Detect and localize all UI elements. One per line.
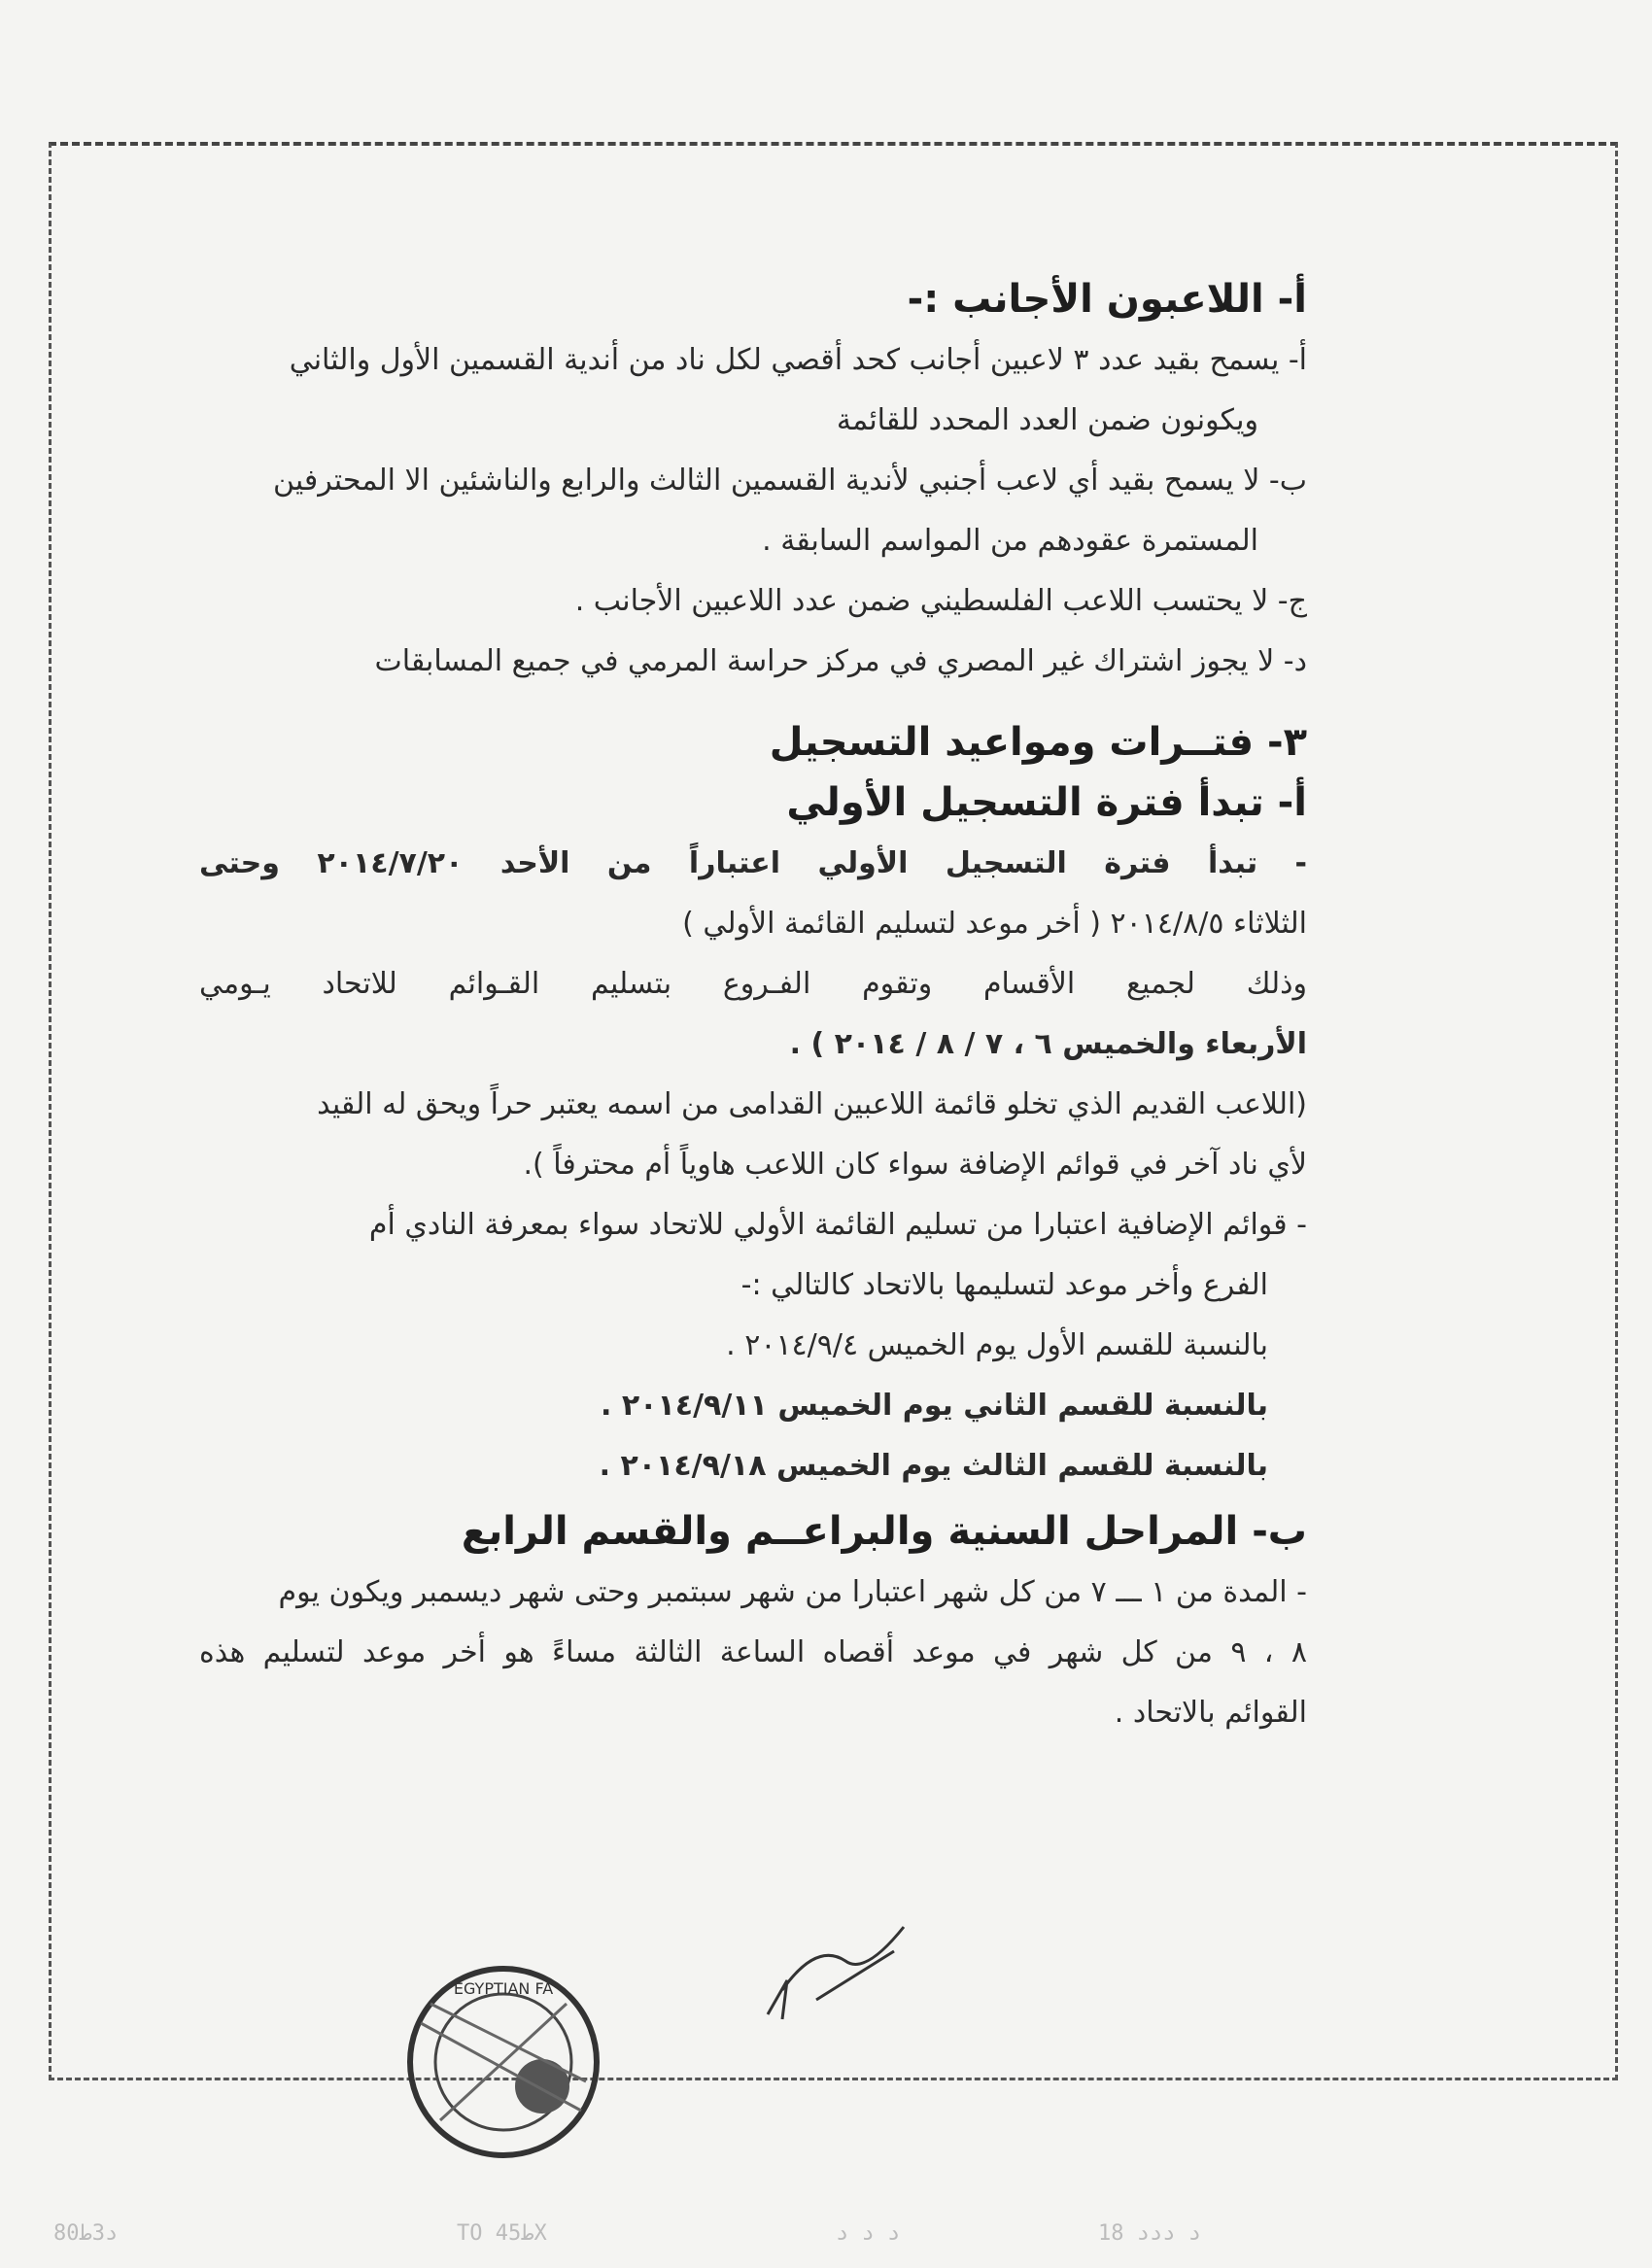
a-line-3: ﻭﺫﻟﻚ ﻟﺠﻤﻴﻊ ﺍﻷﻗﺴﺎﻡ ﻭﺗﻘﻮﻡ ﺍﻟﻔـﺮﻭﻉ ﺑﺘﺴﻠﻴﻢ ﺍﻟﻘـﻮﺍﺋﻢ ﻟﻼﺗﺤﺎﺩ ﻳـﻮﻣﻲ <box>199 967 1307 1001</box>
sub-a-title: ﺃ- ﺗﺒﺪﺃ ﻓﺘﺮﺓ ﺍﻟﺘﺴﺠﻴﻞ ﺍﻷﻭﻟﻲ <box>786 780 1307 825</box>
a-line-8: ﺍﻟﻔﺮﻉ ﻭﺃﺧﺮ ﻣﻮﻋﺪ ﻟﺘﺴﻠﻴﻤﻬﺎ ﺑﺎﻻﺗﺤﺎﺩ ﻛﺎﻟﺘﺎﻟﻲ :- <box>740 1268 1268 1302</box>
a-line-5: (ﺍﻟﻼﻋﺐ ﺍﻟﻘﺪﻳﻢ ﺍﻟﺬﻱ ﺗﺨﻠﻮ ﻗﺎﺋﻤﺔ ﺍﻟﻼﻋﺒﻴﻦ ﺍﻟﻘﺪﺍﻣﻰ ﻣﻦ ﺍﺳﻤﻪ ﻳﻌﺘﺒﺮ ﺣﺮﺍً ﻭﻳﺤﻖ ﻟﻪ ﺍﻟﻘﻴﺪ <box>317 1087 1307 1121</box>
a-line-7: - ﻗﻮﺍﺋﻢ ﺍﻹﺿﺎﻓﻴﺔ ﺍﻋﺘﺒﺎﺭﺍ ﻣﻦ ﺗﺴﻠﻴﻢ ﺍﻟﻘﺎﺋﻤﺔ ﺍﻷﻭﻟﻲ ﻟﻼﺗﺤﺎﺩ ﺳﻮﺍﺀ ﺑﻤﻌﺮﻓﺔ ﺍﻟﻨﺎﺩﻱ ﺃﻡ <box>368 1208 1307 1242</box>
a-date-2: ﺑﺎﻟﻨﺴﺒﺔ ﻟﻠﻘﺴﻢ ﺍﻟﺜﺎﻧﻲ ﻳﻮﻡ ﺍﻟﺨﻤﻴﺲ ٢٠١٤/٩/١١ . <box>601 1389 1268 1423</box>
foreign-item-4: ﺩ- ﻻ ﻳﺠﻮﺯ ﺍﺷﺘﺮﺍﻙ ﻏﻴﺮ ﺍﻟﻤﺼﺮﻱ ﻓﻲ ﻣﺮﻛﺰ ﺣﺮﺍﺳﺔ ﺍﻟﻤﺮﻣﻲ ﻓﻲ ﺟﻤﻴﻊ ﺍﻟﻤﺴﺎﺑﻘﺎﺕ <box>374 644 1307 678</box>
sub-b-title: ﺏ- ﺍﻟﻤﺮﺍﺣﻞ ﺍﻟﺴﻨﻴﺔ ﻭﺍﻟﺒﺮﺍﻋــﻢ ﻭﺍﻟﻘﺴﻢ ﺍﻟﺮﺍﺑﻊ <box>461 1509 1307 1554</box>
stamp-text: EGYPTIAN FA <box>453 1979 554 1998</box>
a-line-2: ﺍﻟﺜﻼﺛﺎﺀ ٢٠١٤/٨/٥ ( ﺃﺧﺮ ﻣﻮﻋﺪ ﻟﺘﺴﻠﻴﻢ ﺍﻟﻘﺎﺋﻤﺔ ﺍﻷﻭﻟﻲ ) <box>682 907 1307 941</box>
footer-left: 80ﺩ3ﻁ <box>53 2221 119 2246</box>
b-line-2: ٨ ، ٩ ﻣﻦ ﻛﻞ ﺷﻬﺮ ﻓﻲ ﻣﻮﻋﺪ ﺃﻗﺼﺎﻩ ﺍﻟﺴﺎﻋﺔ ﺍﻟﺜﺎﻟﺜﺔ ﻣﺴﺎﺀً ﻫﻮ ﺃﺧﺮ ﻣﻮﻋﺪ ﻟﺘﺴﻠﻴﻢ ﻫﺬﻩ <box>199 1635 1307 1669</box>
b-line-1: - ﺍﻟﻤﺪﺓ ﻣﻦ ١ ـــ ٧ ﻣﻦ ﻛﻞ ﺷﻬﺮ ﺍﻋﺘﺒﺎﺭﺍ ﻣﻦ ﺷﻬﺮ ﺳﺒﺘﻤﺒﺮ ﻭﺣﺘﻰ ﺷﻬﺮ ﺩﻳﺴﻤﺒﺮ ﻭﻳﻜﻮﻥ ﻳﻮﻡ <box>278 1575 1307 1609</box>
section-foreign-title: ﺃ- ﺍﻟﻼﻋﺒﻮﻥ ﺍﻷﺟﺎﻧﺐ :- <box>907 277 1307 322</box>
fax-footer <box>0 2221 1652 2251</box>
b-line-3: ﺍﻟﻘﻮﺍﺋﻢ ﺑﺎﻻﺗﺤﺎﺩ . <box>1114 1696 1307 1730</box>
document-body <box>199 277 1307 1750</box>
footer-center: ﺩ ﺩ ﺩ <box>836 2221 901 2246</box>
footer-center-left: TO 4ﻁ5X <box>457 2221 547 2246</box>
foreign-item-2-cont: ﺍﻟﻤﺴﺘﻤﺮﺓ ﻋﻘﻮﺩﻫﻢ ﻣﻦ ﺍﻟﻤﻮﺍﺳﻢ ﺍﻟﺴﺎﺑﻘﺔ . <box>762 524 1258 558</box>
signature-mark <box>758 1922 913 2029</box>
a-line-6: ﻷﻱ ﻧﺎﺩ ﺁﺧﺮ ﻓﻲ ﻗﻮﺍﺋﻢ ﺍﻹﺿﺎﻓﺔ ﺳﻮﺍﺀ ﻛﺎﻥ ﺍﻟﻼﻋﺐ ﻫﺎﻭﻳﺎً ﺃﻡ ﻣﺤﺘﺮﻓﺎً ). <box>523 1148 1307 1182</box>
section-registration-title: ٣- ﻓﺘــﺮﺍﺕ ﻭﻣﻮﺍﻋﻴﺪ ﺍﻟﺘﺴﺠﻴﻞ <box>769 720 1307 765</box>
foreign-item-1-cont: ﻭﻳﻜﻮﻧﻮﻥ ﺿﻤﻦ ﺍﻟﻌﺪﺩ ﺍﻟﻤﺤﺪﺩ ﻟﻠﻘﺎﺋﻤﺔ <box>836 403 1258 437</box>
foreign-item-3: ﺝ- ﻻ ﻳﺤﺘﺴﺐ ﺍﻟﻼﻋﺐ ﺍﻟﻔﻠﺴﻄﻴﻨﻲ ﺿﻤﻦ ﻋﺪﺩ ﺍﻟﻼﻋﺒﻴﻦ ﺍﻷﺟﺎﻧﺐ . <box>574 584 1307 618</box>
foreign-item-1: ﺃ- ﻳﺴﻤﺢ ﺑﻘﻴﺪ ﻋﺪﺩ ٣ ﻻﻋﺒﻴﻦ ﺃﺟﺎﻧﺐ ﻛﺤﺪ ﺃﻗﺼﻲ ﻟﻜﻞ ﻧﺎﺩ ﻣﻦ ﺃﻧﺪﻳﺔ ﺍﻟﻘﺴﻤﻴﻦ ﺍﻷﻭﻝ ﻭﺍﻟﺜﺎﻧﻲ <box>289 343 1307 377</box>
a-date-3: ﺑﺎﻟﻨﺴﺒﺔ ﻟﻠﻘﺴﻢ ﺍﻟﺜﺎﻟﺚ ﻳﻮﻡ ﺍﻟﺨﻤﻴﺲ ٢٠١٤/٩/١٨ . <box>599 1449 1268 1483</box>
footer-right: 18 ﺩ ﺩﺩﺩ <box>1098 2221 1201 2246</box>
a-line-1: - ﺗﺒﺪﺃ ﻓﺘﺮﺓ ﺍﻟﺘﺴﺠﻴﻞ ﺍﻷﻭﻟﻲ ﺍﻋﺘﺒﺎﺭﺍً ﻣﻦ ﺍﻷﺣﺪ ٢٠١٤/٧/٢٠ ﻭﺣﺘﻰ <box>199 846 1307 880</box>
a-date-1: ﺑﺎﻟﻨﺴﺒﺔ ﻟﻠﻘﺴﻢ ﺍﻷﻭﻝ ﻳﻮﻡ ﺍﻟﺨﻤﻴﺲ ٢٠١٤/٩/٤ . <box>726 1328 1268 1362</box>
official-stamp <box>372 1965 635 2159</box>
a-line-4: ﺍﻷﺭﺑﻌﺎﺀ ﻭﺍﻟﺨﻤﻴﺲ ٦ ، ٧ / ٨ / ٢٠١٤ ) . <box>789 1027 1307 1061</box>
foreign-item-2: ﺏ- ﻻ ﻳﺴﻤﺢ ﺑﻘﻴﺪ ﺃﻱ ﻻﻋﺐ ﺃﺟﻨﺒﻲ ﻷﻧﺪﻳﺔ ﺍﻟﻘﺴﻤﻴﻦ ﺍﻟﺜﺎﻟﺚ ﻭﺍﻟﺮﺍﺑﻊ ﻭﺍﻟﻨﺎﺷﺌﻴﻦ ﺍﻻ ﺍﻟﻤﺤﺘﺮﻓﻴﻦ <box>273 464 1307 498</box>
